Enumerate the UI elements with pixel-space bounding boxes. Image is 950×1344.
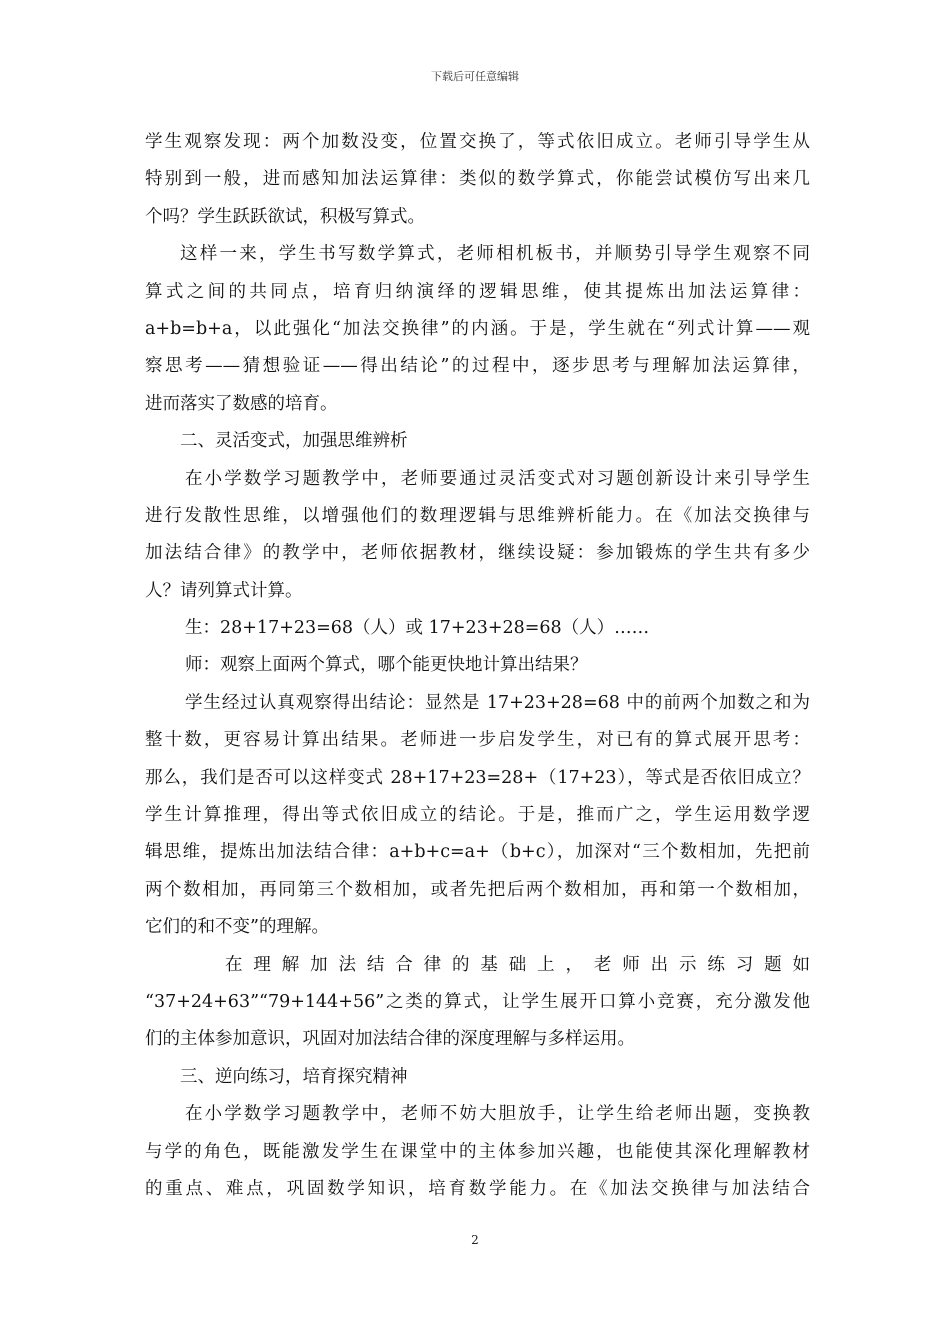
page-header: 下载后可任意编辑: [431, 70, 519, 83]
text-line: 特别到一般，进而感知加法运算律：类似的数学算式，你能尝试模仿写出来几: [145, 169, 810, 190]
text-line: 在理解加法结合律的基础上，老师出示练习题如: [225, 954, 810, 975]
section-heading: 二、灵活变式，加强思维辨析: [180, 431, 408, 452]
text-line: 师：观察上面两个算式，哪个能更快地计算出结果？: [185, 655, 588, 676]
text-line: 察思考——猜想验证——得出结论”的过程中，逐步思考与理解加法运算律，: [145, 356, 810, 377]
text-line: 学生计算推理，得出等式依旧成立的结论。于是，推而广之，学生运用数学逻: [145, 805, 810, 826]
text-line: 与学的角色，既能激发学生在课堂中的主体参加兴趣，也能使其深化理解教材: [145, 1141, 810, 1162]
text-line: 进行发散性思维，以增强他们的数理逻辑与思维辨析能力。在《加法交换律与: [145, 505, 810, 526]
text-line: 在小学数学习题教学中，老师不妨大胆放手，让学生给老师出题，变换教: [185, 1104, 810, 1125]
text-line: 在小学数学习题教学中，老师要通过灵活变式对习题创新设计来引导学生: [185, 468, 810, 489]
text-line: “37+24+63”“79+144+56”之类的算式，让学生展开口算小竞赛，充分激发他: [145, 991, 810, 1012]
text-line: 那么，我们是否可以这样变式 28+17+23=28+（17+23），等式是否依旧成立？: [145, 767, 810, 788]
text-line: 它们的和不变”的理解。: [145, 917, 329, 938]
text-line: 整十数，更容易计算出结果。老师进一步启发学生，对已有的算式展开思考：: [145, 730, 810, 751]
text-line: 人？请列算式计算。: [145, 580, 303, 601]
text-line: 两个数相加，再同第三个数相加，或者先把后两个数相加，再和第一个数相加，: [145, 879, 810, 900]
text-line: 们的主体参加意识，巩固对加法结合律的深度理解与多样运用。: [145, 1029, 635, 1050]
section-heading: 三、逆向练习，培育探究精神: [180, 1066, 408, 1087]
text-line: 学生观察发现：两个加数没变，位置交换了，等式依旧成立。老师引导学生从: [145, 132, 810, 152]
text-line: 加法结合律》的教学中，老师依据教材，继续设疑：参加锻炼的学生共有多少: [145, 543, 810, 564]
body-text: [145, 124, 810, 1208]
text-line: 的重点、难点，巩固数学知识，培育数学能力。在《加法交换律与加法结合: [145, 1178, 810, 1199]
page-number: 2: [471, 1233, 479, 1247]
text-line: 个吗？学生跃跃欲试，积极写算式。: [145, 206, 425, 227]
text-line: a+b=b+a，以此强化“加法交换律”的内涵。于是，学生就在“列式计算——观: [145, 318, 810, 339]
text-line: 进而落实了数感的培育。: [145, 393, 338, 414]
text-line: 算式之间的共同点，培育归纳演绎的逻辑思维，使其提炼出加法运算律：: [145, 281, 810, 302]
text-line: 辑思维，提炼出加法结合律：a+b+c=a+（b+c），加深对“三个数相加，先把前: [145, 842, 810, 863]
text-line: 生：28+17+23=68（人）或 17+23+28=68（人）……: [185, 618, 650, 639]
text-line: 学生经过认真观察得出结论：显然是 17+23+28=68 中的前两个加数之和为: [185, 692, 810, 713]
text-line: 这样一来，学生书写数学算式，老师相机板书，并顺势引导学生观察不同: [180, 244, 810, 265]
